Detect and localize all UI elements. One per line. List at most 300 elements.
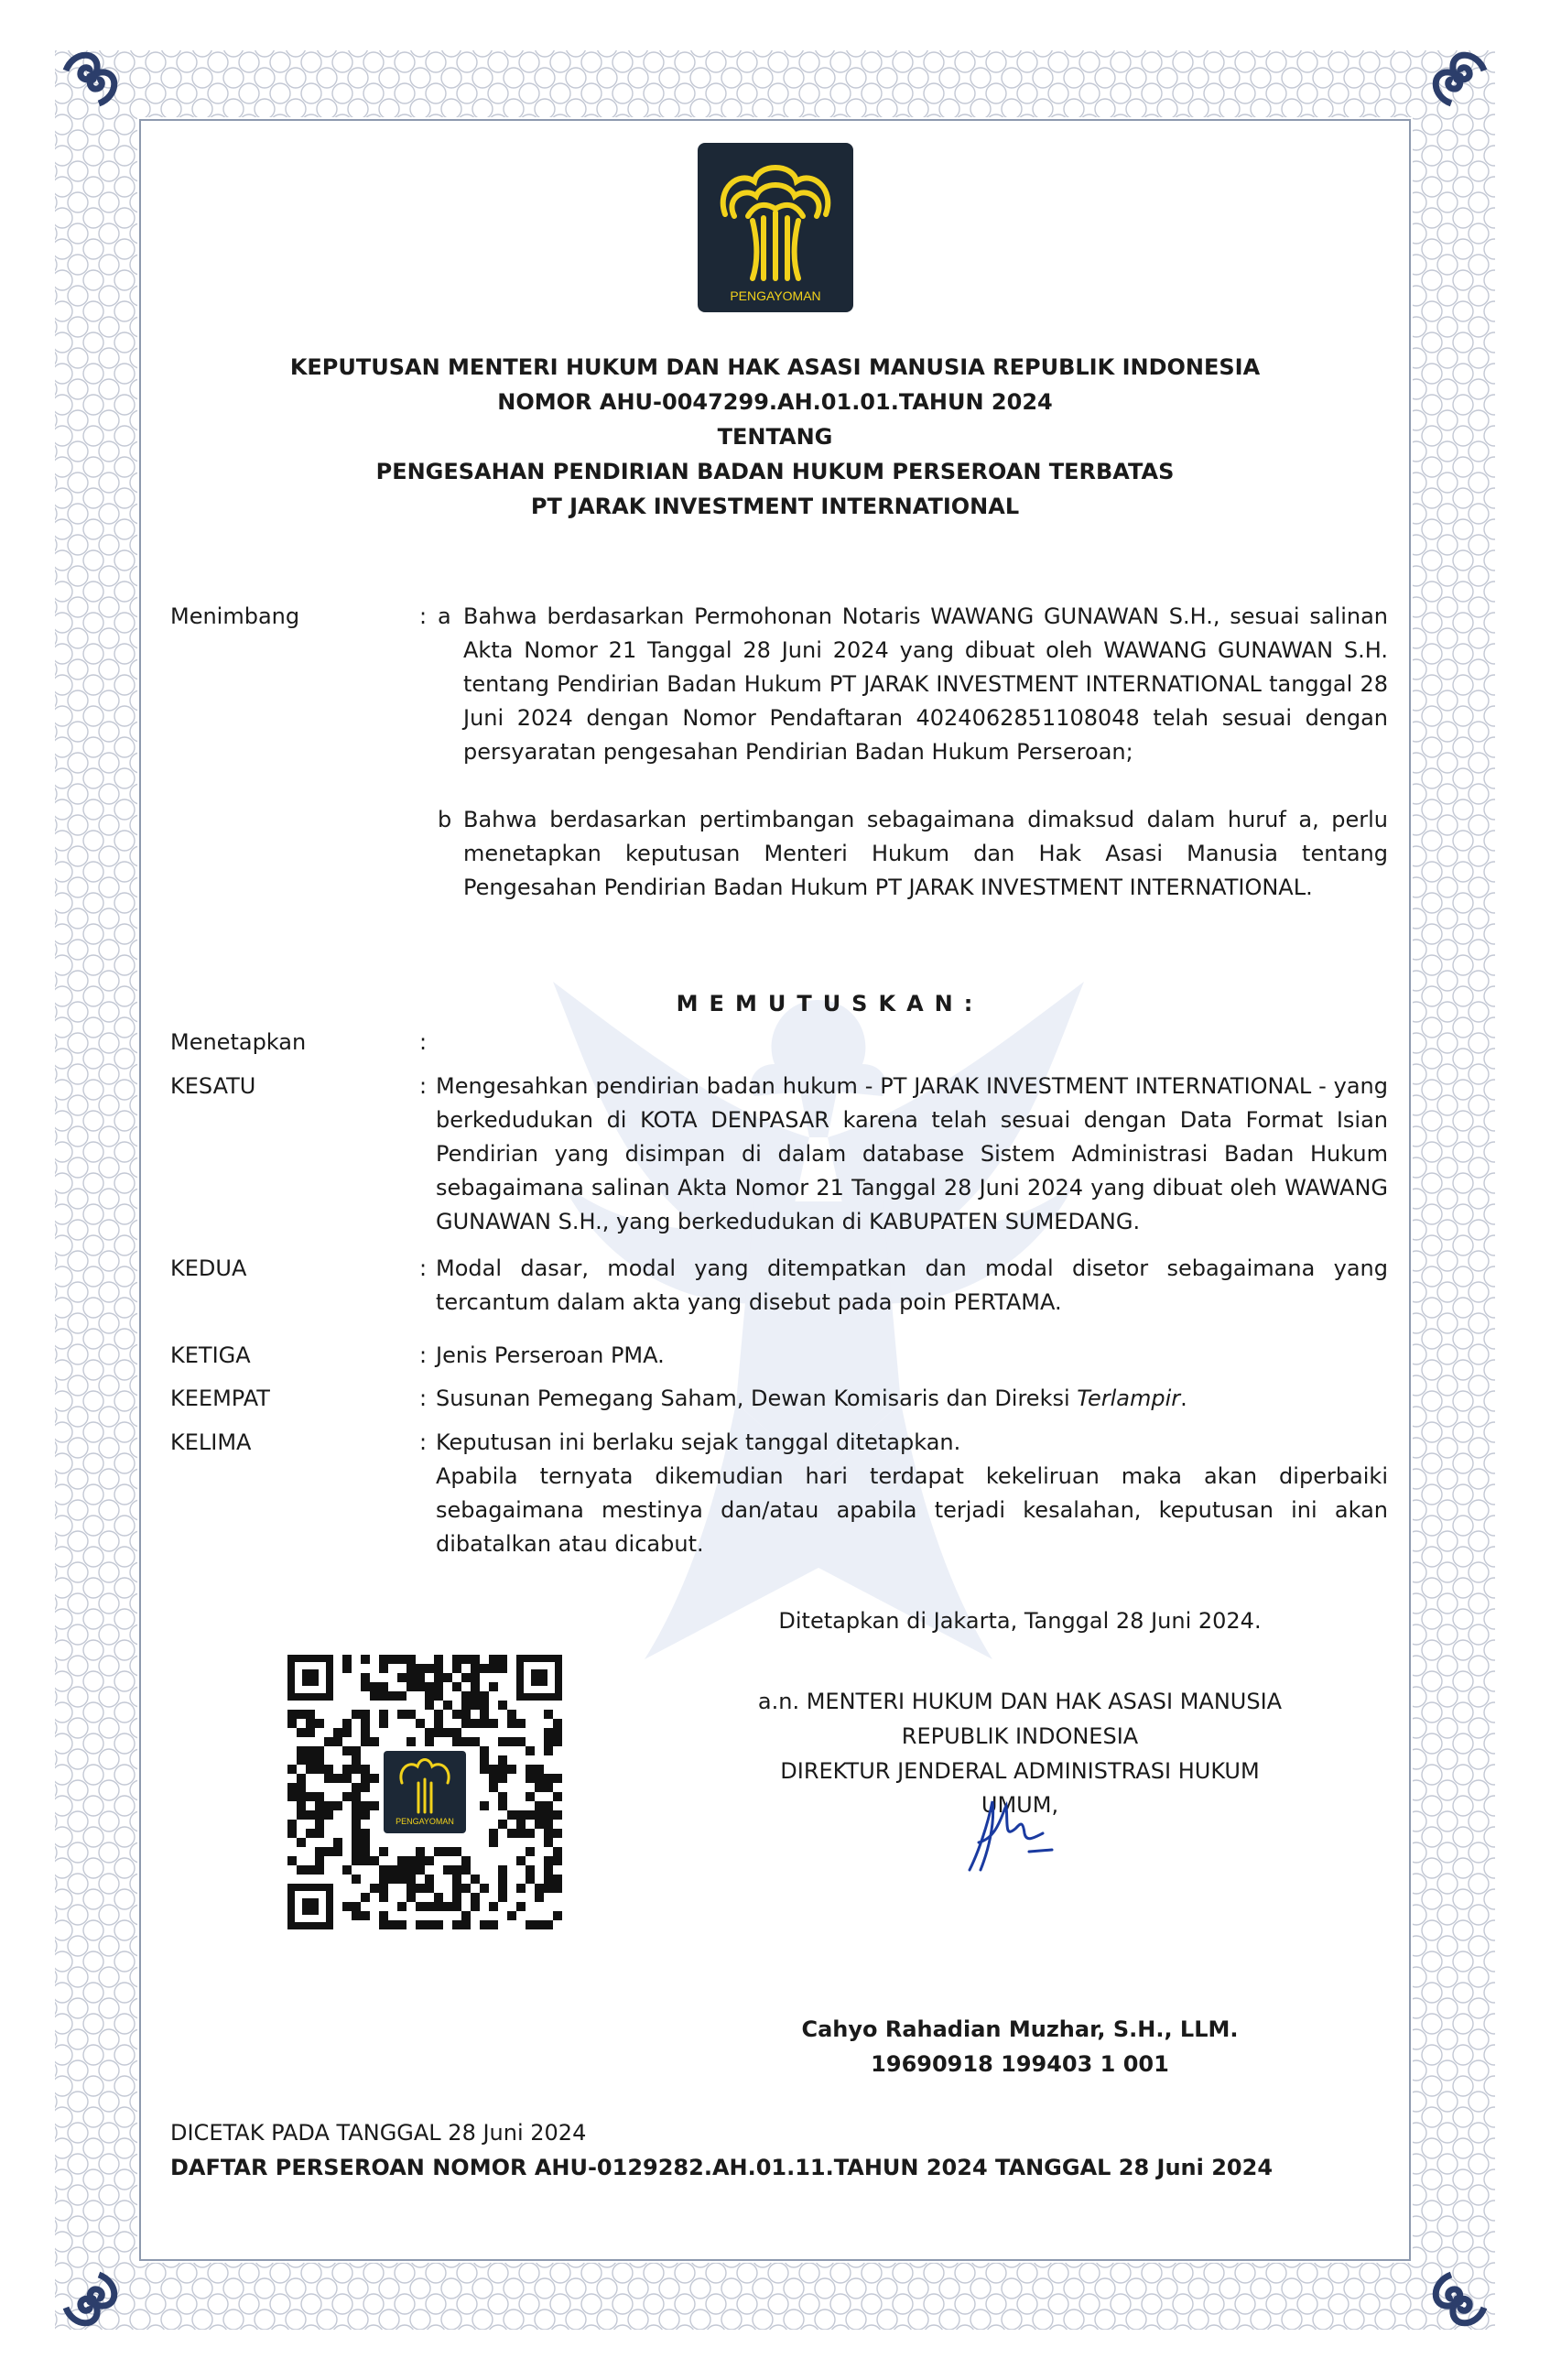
qr-module [452,1682,461,1691]
handwritten-signature-icon [951,1788,1061,1888]
qr-module [361,1856,370,1865]
qr-module [553,1774,562,1783]
qr-module [434,1893,443,1902]
register-number: DAFTAR PERSEROAN NOMOR AHU-0129282.AH.01.11.TAHUN 2024 TANGGAL 28 Juni 2024 [170,2155,1274,2180]
qr-module [342,1655,352,1664]
qr-module [452,1920,461,1929]
qr-module [416,1902,425,1911]
qr-module [361,1737,370,1746]
qr-module [425,1664,434,1673]
decision-text: Keputusan ini berlaku sejak tanggal ditetapkan. [436,1429,961,1455]
qr-module [370,1691,379,1701]
qr-module [425,1884,434,1893]
qr-module [333,1728,342,1737]
qr-code-icon [287,1655,562,1929]
qr-module [416,1673,425,1682]
qr-module [388,1655,397,1664]
qr-module [388,1875,397,1884]
qr-module [397,1865,406,1875]
qr-module [370,1682,379,1691]
qr-module [480,1710,489,1719]
qr-module [297,1755,306,1765]
qr-module [526,1792,535,1801]
decision-colon: : [419,1386,428,1411]
qr-module [352,1801,361,1810]
decision-text-italic: Terlampir [1077,1386,1181,1411]
menetapkan-colon: : [419,1029,428,1055]
qr-module [507,1710,516,1719]
title-line-3: TENTANG [717,424,833,450]
qr-module [461,1884,471,1893]
qr-module [397,1856,406,1865]
qr-module [535,1765,544,1774]
qr-module [498,1765,507,1774]
qr-module [526,1774,535,1783]
qr-module [388,1691,397,1701]
qr-module [461,1737,471,1746]
qr-module [461,1691,471,1701]
qr-module [379,1691,388,1701]
qr-module [434,1728,443,1737]
qr-module [443,1673,452,1682]
qr-module [461,1701,471,1710]
qr-module [287,1829,297,1838]
qr-module [507,1765,516,1774]
qr-module [425,1920,434,1929]
qr-module [361,1829,370,1838]
qr-module [416,1856,425,1865]
qr-module [452,1902,461,1911]
qr-module [333,1774,342,1783]
qr-module [379,1865,388,1875]
logo-text: PENGAYOMAN [730,288,821,303]
qr-module [324,1737,333,1746]
qr-module [297,1792,306,1801]
qr-module [306,1829,315,1838]
decision-colon: : [419,1429,428,1455]
qr-module [553,1884,562,1893]
qr-module [352,1765,361,1774]
menimbang-item-b-letter: b [438,807,452,832]
qr-module [324,1774,333,1783]
qr-module [452,1728,461,1737]
qr-module [361,1847,370,1856]
qr-module [452,1737,461,1746]
qr-module [352,1902,361,1911]
qr-module [434,1682,443,1691]
qr-module [287,1783,297,1792]
qr-module [498,1755,507,1765]
qr-module [379,1847,388,1856]
qr-module [489,1829,498,1838]
qr-module [461,1856,471,1865]
qr-module [352,1829,361,1838]
qr-module [306,1792,315,1801]
qr-module [333,1737,342,1746]
qr-module [452,1884,461,1893]
decision-label: KETIGA [170,1342,251,1368]
qr-module [553,1719,562,1728]
qr-module [544,1856,553,1865]
qr-module [443,1728,452,1737]
qr-module [480,1719,489,1728]
qr-module [480,1701,489,1710]
qr-module [352,1783,361,1792]
qr-module [406,1865,416,1875]
qr-module [287,1719,297,1728]
qr-module [297,1710,306,1719]
qr-module [434,1920,443,1929]
decision-text: Modal dasar, modal yang ditempatkan dan modal disetor sebagaimana yang tercantum dalam akta yang disebut pada poin PERTAMA. [436,1255,1388,1315]
qr-module [416,1719,425,1728]
qr-module [406,1856,416,1865]
qr-module [287,1792,297,1801]
qr-module [324,1847,333,1856]
qr-module [507,1810,516,1820]
qr-module [516,1902,526,1911]
qr-module [416,1920,425,1929]
qr-module [535,1774,544,1783]
qr-module [361,1810,370,1820]
qr-module [526,1865,535,1875]
qr-module [370,1774,379,1783]
qr-module [379,1719,388,1728]
qr-module [297,1783,306,1792]
qr-module [425,1737,434,1746]
qr-module [461,1920,471,1929]
qr-module [443,1865,452,1875]
qr-module [287,1765,297,1774]
qr-module [287,1856,297,1865]
qr-module [480,1664,489,1673]
an-line-3: DIREKTUR JENDERAL ADMINISTRASI HUKUM UMUM, [780,1758,1260,1818]
qr-module [480,1746,489,1755]
qr-module [361,1682,370,1691]
qr-module [535,1801,544,1810]
qr-module [406,1664,416,1673]
qr-module [498,1701,507,1710]
qr-module [544,1783,553,1792]
qr-module [434,1691,443,1701]
qr-module [471,1893,480,1902]
qr-module [361,1655,370,1664]
document-page [139,119,1411,2261]
qr-module [471,1691,480,1701]
title-line-2: NOMOR AHU-0047299.AH.01.01.TAHUN 2024 [497,389,1053,415]
qr-module [315,1792,324,1801]
qr-module [361,1673,370,1682]
qr-module [416,1847,425,1856]
decision-text-main: Susunan Pemegang Saham, Dewan Komisaris dan Direksi [436,1386,1078,1411]
qr-module [553,1810,562,1820]
qr-module [516,1829,526,1838]
qr-module [461,1655,471,1664]
qr-module [553,1847,562,1856]
qr-module [507,1911,516,1920]
qr-module [498,1820,507,1829]
signatory-name: Cahyo Rahadian Muzhar, S.H., LLM. [801,2016,1239,2042]
qr-module [461,1865,471,1875]
qr-module [333,1801,342,1810]
qr-module [406,1710,416,1719]
qr-module [516,1810,526,1820]
qr-module [471,1701,480,1710]
qr-module [434,1664,443,1673]
qr-module [471,1875,480,1884]
qr-module [287,1820,297,1829]
qr-module [471,1655,480,1664]
qr-module [498,1792,507,1801]
qr-module [379,1655,388,1664]
qr-module [516,1737,526,1746]
qr-module [416,1865,425,1875]
qr-module [544,1875,553,1884]
qr-module [526,1765,535,1774]
qr-module [416,1664,425,1673]
qr-module [535,1783,544,1792]
qr-module [443,1701,452,1710]
title-line-1: KEPUTUSAN MENTERI HUKUM DAN HAK ASASI MANUSIA REPUBLIK INDONESIA [289,354,1261,380]
qr-module [480,1755,489,1765]
qr-module [388,1865,397,1875]
qr-module [315,1746,324,1755]
qr-module [434,1719,443,1728]
qr-module [498,1774,507,1783]
qr-module [516,1719,526,1728]
qr-module [406,1737,416,1746]
qr-module [315,1865,324,1875]
decision-label: KESATU [170,1073,256,1099]
qr-module [379,1875,388,1884]
qr-module [416,1884,425,1893]
qr-module [361,1911,370,1920]
decision-text-suffix: . [1180,1386,1187,1411]
qr-module [489,1655,498,1664]
qr-module [434,1847,443,1856]
qr-module [315,1810,324,1820]
qr-module [526,1920,535,1929]
qr-module [498,1664,507,1673]
qr-module [471,1673,480,1682]
qr-module [535,1820,544,1829]
qr-module [425,1902,434,1911]
printed-date: DICETAK PADA TANGGAL 28 Juni 2024 [170,2120,587,2146]
qr-module [352,1746,361,1755]
qr-module [397,1902,406,1911]
qr-module [526,1746,535,1755]
place-date: Ditetapkan di Jakarta, Tanggal 28 Juni 2024. [778,1608,1262,1634]
qr-module [406,1673,416,1682]
qr-module [425,1701,434,1710]
qr-module [315,1765,324,1774]
qr-module [388,1920,397,1929]
qr-module [535,1920,544,1929]
qr-logo-text: PENGAYOMAN [396,1817,454,1826]
qr-module [397,1875,406,1884]
qr-module [324,1801,333,1810]
qr-module [489,1838,498,1847]
qr-module [544,1801,553,1810]
qr-module [306,1810,315,1820]
qr-module [406,1682,416,1691]
qr-module [379,1893,388,1902]
qr-module [526,1875,535,1884]
qr-module [544,1774,553,1783]
qr-module [535,1893,544,1902]
qr-module [361,1710,370,1719]
decision-label: KELIMA [170,1429,252,1455]
signatory-nip: 19690918 199403 1 001 [871,2051,1169,2077]
memutuskan-heading: MEMUTUSKAN: [676,991,984,1016]
qr-module [342,1865,352,1875]
qr-module [315,1755,324,1765]
qr-module [397,1920,406,1929]
qr-module [333,1847,342,1856]
qr-module [526,1829,535,1838]
qr-module [342,1765,352,1774]
qr-module [480,1691,489,1701]
qr-module [434,1673,443,1682]
qr-module [297,1865,306,1875]
qr-module [361,1728,370,1737]
qr-module [361,1774,370,1783]
qr-module [352,1820,361,1829]
qr-module [297,1801,306,1810]
qr-module [498,1737,507,1746]
qr-module [315,1719,324,1728]
menimbang-item-a-text: Bahwa berdasarkan Permohonan Notaris WAWANG GUNAWAN S.H., sesuai salinan Akta Nomor 21 Tanggal 28 Juni 2024 yang dibuat oleh WAWANG GUNAWAN S.H. tentang Pendirian Badan Hukum PT JARAK INVESTMENT INTERNATIONAL tanggal 28 Juni 2024 dengan Nomor Pendaftaran 4024062851108048 telah sesuai dengan persyaratan pengesahan Pendirian Badan Hukum Perseroan; [463,603,1388,765]
qr-module [306,1755,315,1765]
qr-module [471,1682,480,1691]
title-line-5: PT JARAK INVESTMENT INTERNATIONAL [530,494,1020,519]
qr-module [489,1765,498,1774]
qr-module [361,1893,370,1902]
decision-text [436,1382,1388,1416]
qr-module [297,1728,306,1737]
qr-module [489,1920,498,1929]
qr-module [553,1911,562,1920]
menimbang-label: Menimbang [170,603,300,629]
qr-module [352,1710,361,1719]
qr-module [425,1682,434,1691]
qr-module [507,1829,516,1838]
qr-module [397,1691,406,1701]
decision-colon: : [419,1342,428,1368]
qr-module [489,1783,498,1792]
qr-module [544,1829,553,1838]
qr-module [544,1884,553,1893]
qr-module [544,1838,553,1847]
qr-module [315,1801,324,1810]
qr-module [352,1755,361,1765]
qr-module [425,1691,434,1701]
qr-module [544,1710,553,1719]
qr-module [498,1884,507,1893]
qr-module [297,1774,306,1783]
title-line-4: PENGESAHAN PENDIRIAN BADAN HUKUM PERSEROAN TERBATAS [375,459,1175,484]
qr-module [553,1875,562,1884]
qr-module [452,1865,461,1875]
qr-module [361,1765,370,1774]
qr-module [452,1710,461,1719]
qr-module [480,1765,489,1774]
qr-module [461,1673,471,1682]
qr-module [315,1820,324,1829]
qr-module [287,1710,297,1719]
qr-module [352,1911,361,1920]
qr-module [553,1792,562,1801]
qr-module [489,1719,498,1728]
qr-module [434,1655,443,1664]
qr-module [416,1682,425,1691]
menimbang-colon: : [419,603,428,629]
qr-module [535,1884,544,1893]
qr-module [498,1865,507,1875]
qr-module [370,1856,379,1865]
qr-module [553,1829,562,1838]
qr-module [544,1865,553,1875]
qr-module [352,1810,361,1820]
qr-module [352,1856,361,1865]
decision-text: Mengesahkan pendirian badan hukum - PT JARAK INVESTMENT INTERNATIONAL - yang berkedudukan di KOTA DENPASAR karena telah sesuai dengan Data Format Isian Pendirian yang disimpan di dalam database Sistem Administrasi Badan Hukum sebagaimana salinan Akta Nomor 21 Tanggal 28 Juni 2024 yang dibuat oleh WAWANG GUNAWAN S.H., yang berkedudukan di KABUPATEN SUMEDANG. [436,1073,1388,1234]
menimbang-item-a-letter: a [438,603,451,629]
qr-module [544,1920,553,1929]
qr-module [352,1838,361,1847]
qr-module [526,1847,535,1856]
qr-module [406,1655,416,1664]
qr-module [379,1920,388,1929]
decision-colon: : [419,1255,428,1281]
decision-label: KEEMPAT [170,1386,270,1411]
qr-module [489,1902,498,1911]
garuda-watermark-icon [535,927,1102,1714]
decision-text-block [436,1426,1388,1561]
qr-module [425,1728,434,1737]
qr-module [544,1820,553,1829]
qr-module [480,1920,489,1929]
decision-colon: : [419,1073,428,1099]
qr-module [461,1719,471,1728]
qr-module [306,1746,315,1755]
document-title [141,350,1409,524]
qr-module [516,1884,526,1893]
decision-text: Jenis Perseroan PMA. [436,1342,665,1368]
qr-module [471,1719,480,1728]
menimbang-item-b-text: Bahwa berdasarkan pertimbangan sebagaimana dimaksud dalam huruf a, perlu menetapkan keputusan Menteri Hukum dan Hak Asasi Manusia tentang Pengesahan Pendirian Badan Hukum PT JARAK INVESTMENT INTERNATIONAL. [463,807,1388,900]
qr-module [489,1682,498,1691]
qr-module [480,1801,489,1810]
qr-module [452,1893,461,1902]
qr-module [471,1664,480,1673]
qr-module [333,1838,342,1847]
qr-module [352,1875,361,1884]
an-line-2: REPUBLIK INDONESIA [901,1723,1139,1749]
qr-module [342,1774,352,1783]
qr-module [352,1847,361,1856]
qr-module [553,1737,562,1746]
qr-module [370,1884,379,1893]
qr-module [379,1664,388,1673]
qr-module [379,1682,388,1691]
qr-module [434,1710,443,1719]
qr-module [342,1664,352,1673]
qr-module [361,1801,370,1810]
qr-module [507,1719,516,1728]
qr-module [507,1737,516,1746]
qr-module [361,1783,370,1792]
qr-module [315,1856,324,1865]
qr-module [306,1728,315,1737]
